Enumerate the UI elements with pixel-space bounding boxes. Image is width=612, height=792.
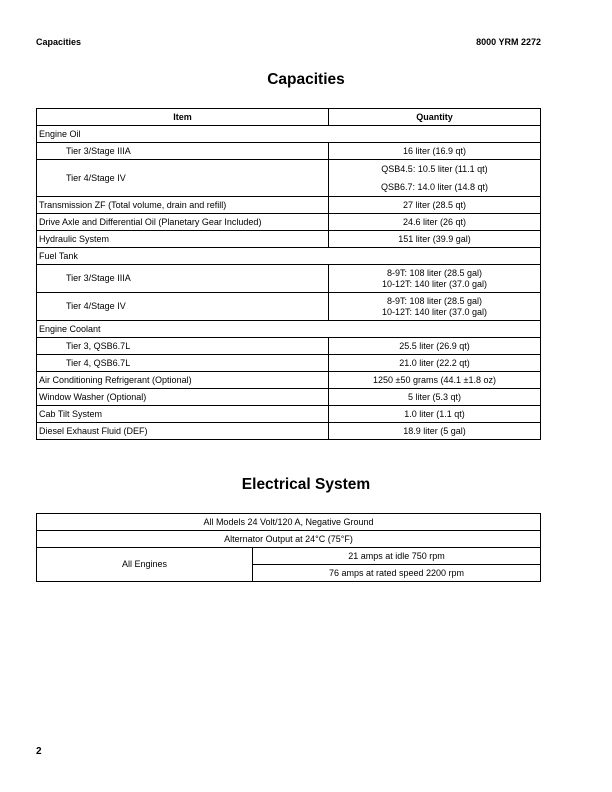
quantity-line: 8-9T: 108 liter (28.5 gal) — [386, 267, 483, 278]
table-row — [37, 231, 541, 248]
electrical-table — [36, 513, 541, 582]
table-row — [37, 265, 541, 293]
item-cell: Tier 4/Stage IV — [37, 293, 329, 321]
item-cell: Window Washer (Optional) — [37, 389, 329, 406]
item-cell: Cab Tilt System — [37, 406, 329, 423]
idle-amps-cell: 21 amps at idle 750 rpm — [253, 548, 541, 565]
table-row — [37, 389, 541, 406]
quantity-cell: 5 liter (5.3 qt) — [329, 389, 541, 406]
item-cell: Tier 4/Stage IV — [37, 160, 329, 197]
item-cell: Air Conditioning Refrigerant (Optional) — [37, 372, 329, 389]
rated-amps-cell: 76 amps at rated speed 2200 rpm — [253, 565, 541, 582]
running-header-left: Capacities — [36, 37, 82, 47]
table-row — [37, 372, 541, 389]
running-header-right: 8000 YRM 2272 — [476, 37, 541, 47]
table-row — [37, 355, 541, 372]
table-row — [37, 160, 541, 197]
table-header-row — [37, 109, 541, 126]
table-row — [37, 214, 541, 231]
item-cell: Drive Axle and Differential Oil (Planetary Gear Included) — [37, 214, 329, 231]
row-fuel-tank: Fuel Tank — [37, 248, 541, 265]
table-row — [37, 531, 541, 548]
quantity-cell: 16 liter (16.9 qt) — [329, 143, 541, 160]
all-models-cell: All Models 24 Volt/120 A, Negative Ground — [37, 514, 541, 531]
all-engines-cell: All Engines — [37, 548, 253, 582]
table-row — [37, 321, 541, 338]
item-cell: Hydraulic System — [37, 231, 329, 248]
alternator-output-cell: Alternator Output at 24°C (75°F) — [37, 531, 541, 548]
item-cell: Transmission ZF (Total volume, drain and refill) — [37, 197, 329, 214]
quantity-cell: 21.0 liter (22.2 qt) — [329, 355, 541, 372]
item-cell: Tier 3, QSB6.7L — [37, 338, 329, 355]
quantity-cell: 24.6 liter (26 qt) — [329, 214, 541, 231]
table-row — [37, 197, 541, 214]
quantity-line: 10-12T: 140 liter (37.0 gal) — [381, 278, 488, 289]
quantity-cell: 1.0 liter (1.1 qt) — [329, 406, 541, 423]
table-row — [37, 126, 541, 143]
item-cell: Diesel Exhaust Fluid (DEF) — [37, 423, 329, 440]
table-row — [37, 514, 541, 531]
table-row — [37, 143, 541, 160]
table-row — [37, 338, 541, 355]
column-header-item: Item — [37, 109, 329, 126]
row-engine-oil: Engine Oil — [37, 126, 541, 143]
quantity-line: 10-12T: 140 liter (37.0 gal) — [381, 306, 488, 317]
quantity-cell: 1250 ±50 grams (44.1 ±1.8 oz) — [329, 372, 541, 389]
quantity-cell — [329, 160, 541, 197]
column-header-quantity: Quantity — [329, 109, 541, 126]
item-cell: Tier 3/Stage IIIA — [37, 265, 329, 293]
page-number: 2 — [36, 746, 42, 757]
table-row — [37, 293, 541, 321]
quantity-cell: 25.5 liter (26.9 qt) — [329, 338, 541, 355]
electrical-system-title: Electrical System — [241, 476, 371, 493]
quantity-line: 8-9T: 108 liter (28.5 gal) — [386, 295, 483, 306]
table-row — [37, 548, 541, 565]
quantity-cell — [329, 265, 541, 293]
quantity-cell: 151 liter (39.9 gal) — [329, 231, 541, 248]
row-engine-coolant: Engine Coolant — [37, 321, 541, 338]
table-row — [37, 248, 541, 265]
capacities-title: Capacities — [267, 71, 345, 88]
table-row — [37, 406, 541, 423]
capacities-table — [36, 108, 541, 440]
quantity-line: QSB6.7: 14.0 liter (14.8 qt) — [380, 181, 489, 192]
item-cell: Tier 3/Stage IIIA — [37, 143, 329, 160]
quantity-cell — [329, 293, 541, 321]
table-row — [37, 423, 541, 440]
quantity-cell: 27 liter (28.5 qt) — [329, 197, 541, 214]
quantity-cell: 18.9 liter (5 gal) — [329, 423, 541, 440]
item-cell: Tier 4, QSB6.7L — [37, 355, 329, 372]
spacer — [331, 175, 538, 182]
quantity-line: QSB4.5: 10.5 liter (11.1 qt) — [381, 163, 488, 174]
